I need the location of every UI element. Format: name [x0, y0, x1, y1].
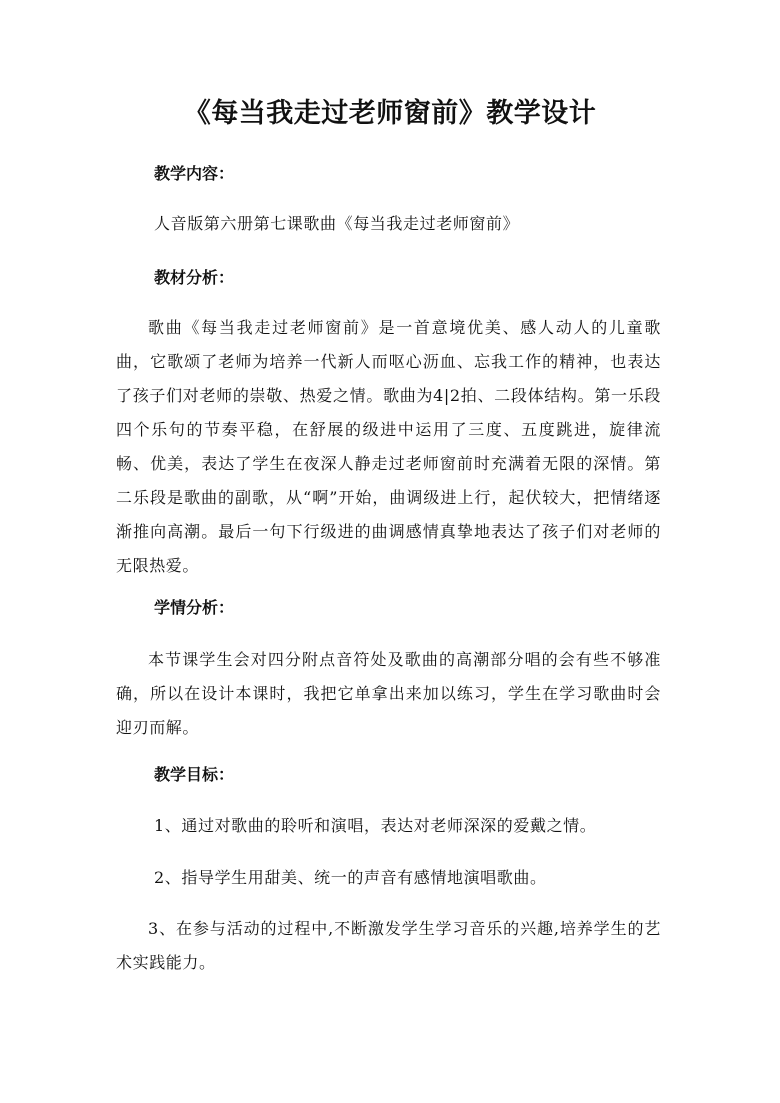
- material-analysis-paragraph: 歌曲《每当我走过老师窗前》是一首意境优美、感人动人的儿童歌曲，它歌颂了老师为培养一代新人而呕心沥血、忘我工作的精神，也表达了孩子们对老师的崇敬、热爱之情。歌曲为4|2拍、二段体结构。第一乐段四个乐句的节奏平稳，在舒展的级进中运用了三度、五度跳进，旋律流畅、优美，表达了学生在夜深人静走过老师窗前时充满着无限的深情。第二乐段是歌曲的副歌，从“啊”开始，曲调级进上行，起伏较大，把情绪逐渐推向高潮。最后一句下行级进的曲调感情真挚地表达了孩子们对老师的无限热爱。: [116, 318, 661, 575]
- goal-item-3: 3、在参与活动的过程中,不断激发学生学习音乐的兴趣,培养学生的艺术实践能力。: [116, 919, 661, 972]
- goal-item-1: 1、通过对歌曲的聆听和演唱，表达对老师深深的爱戴之情。: [154, 816, 597, 835]
- heading-teaching-goals: 教学目标：: [154, 765, 235, 784]
- goal-item-2: 2、指导学生用甜美、统一的声音有感情地演唱歌曲。: [154, 868, 547, 887]
- heading-material-analysis: 教材分析：: [154, 268, 235, 287]
- student-analysis-paragraph: 本节课学生会对四分附点音符处及歌曲的高潮部分唱的会有些不够准确，所以在设计本课时，我把它单拿出来加以练习，学生在学习歌曲时会迎刃而解。: [116, 650, 661, 737]
- document-title: 《每当我走过老师窗前》教学设计: [183, 98, 597, 129]
- teaching-content-text: 人音版第六册第七课歌曲《每当我走过老师窗前》: [154, 214, 520, 233]
- heading-student-analysis: 学情分析：: [154, 598, 235, 617]
- heading-teaching-content: 教学内容：: [154, 164, 235, 183]
